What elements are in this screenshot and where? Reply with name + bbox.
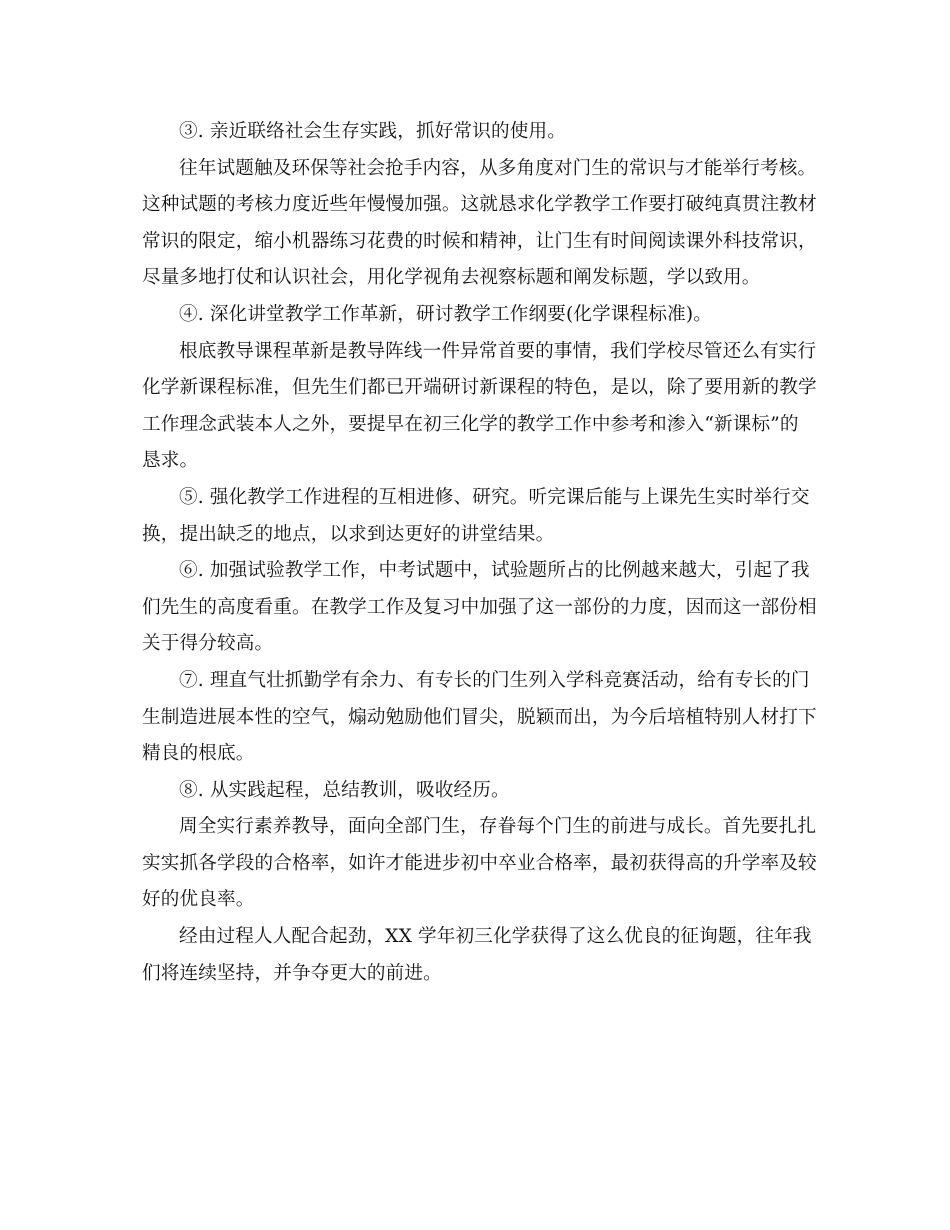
- paragraph-curriculum-reform: 根底教导课程革新是教导阵线一件异常首要的事情，我们学校尽管还么有实行化学新课程标准，但先生们都已开端研讨新课程的特色，是以，除了要用新的教学工作理念武装本人之外，要提早在初三化学的教学工作中参考和渗入“新课标”的恳求。: [142, 340, 817, 472]
- paragraph-item-6: ⑥. 加强试验教学工作，中考试题中，试验题所占的比例越来越大，引起了我们先生的高度看重。在教学工作及复习中加强了这一部份的力度，因而这一部份相关于得分较高。: [142, 560, 817, 655]
- paragraph-conclusion: 经由过程人人配合起劲，XX 学年初三化学获得了这么优良的征询题，往年我们将连续坚持，并争夺更大的前进。: [142, 926, 812, 984]
- paragraph-social-practice: 往年试题触及环保等社会抢手内容，从多角度对门生的常识与才能举行考核。这种试题的考核力度近些年慢慢加强。这就恳求化学教学工作要打破纯真贯注教材常识的限定，缩小机器练习花费的时候和精神，让门生有时间阅读课外科技常识，尽量多地打仗和认识社会，用化学视角去视察标题和阐发标题，学以致用。: [142, 157, 817, 289]
- document-body: [142, 114, 817, 992]
- paragraph-item-3: ③. 亲近联络社会生存实践，抓好常识的使用。: [179, 121, 566, 142]
- paragraph-item-4: ④. 深化讲堂教学工作革新，研讨教学工作纲要(化学课程标准)。: [179, 303, 713, 325]
- paragraph-quality-education: 周全实行素养教导，面向全部门生，存眷每个门生的前进与成长。首先要扎扎实实抓各学段的合格率，如许才能进步初中卒业合格率，最初获得高的升学率及较好的优良率。: [142, 816, 817, 911]
- paragraph-item-8: ⑧. 从实践起程，总结教训，吸收经历。: [179, 779, 510, 801]
- paragraph-item-5: ⑤. 强化教学工作进程的互相进修、研究。听完课后能与上课先生实时举行交换，提出缺乏的地点，以求到达更好的讲堂结果。: [142, 486, 810, 545]
- paragraph-item-7: ⑦. 理直气壮抓勤学有余力、有专长的门生列入学科竞赛活动，给有专长的门生制造进展本性的空气，煽动勉励他们冒尖，脱颖而出，为今后培植特别人材打下精良的根底。: [142, 669, 817, 765]
